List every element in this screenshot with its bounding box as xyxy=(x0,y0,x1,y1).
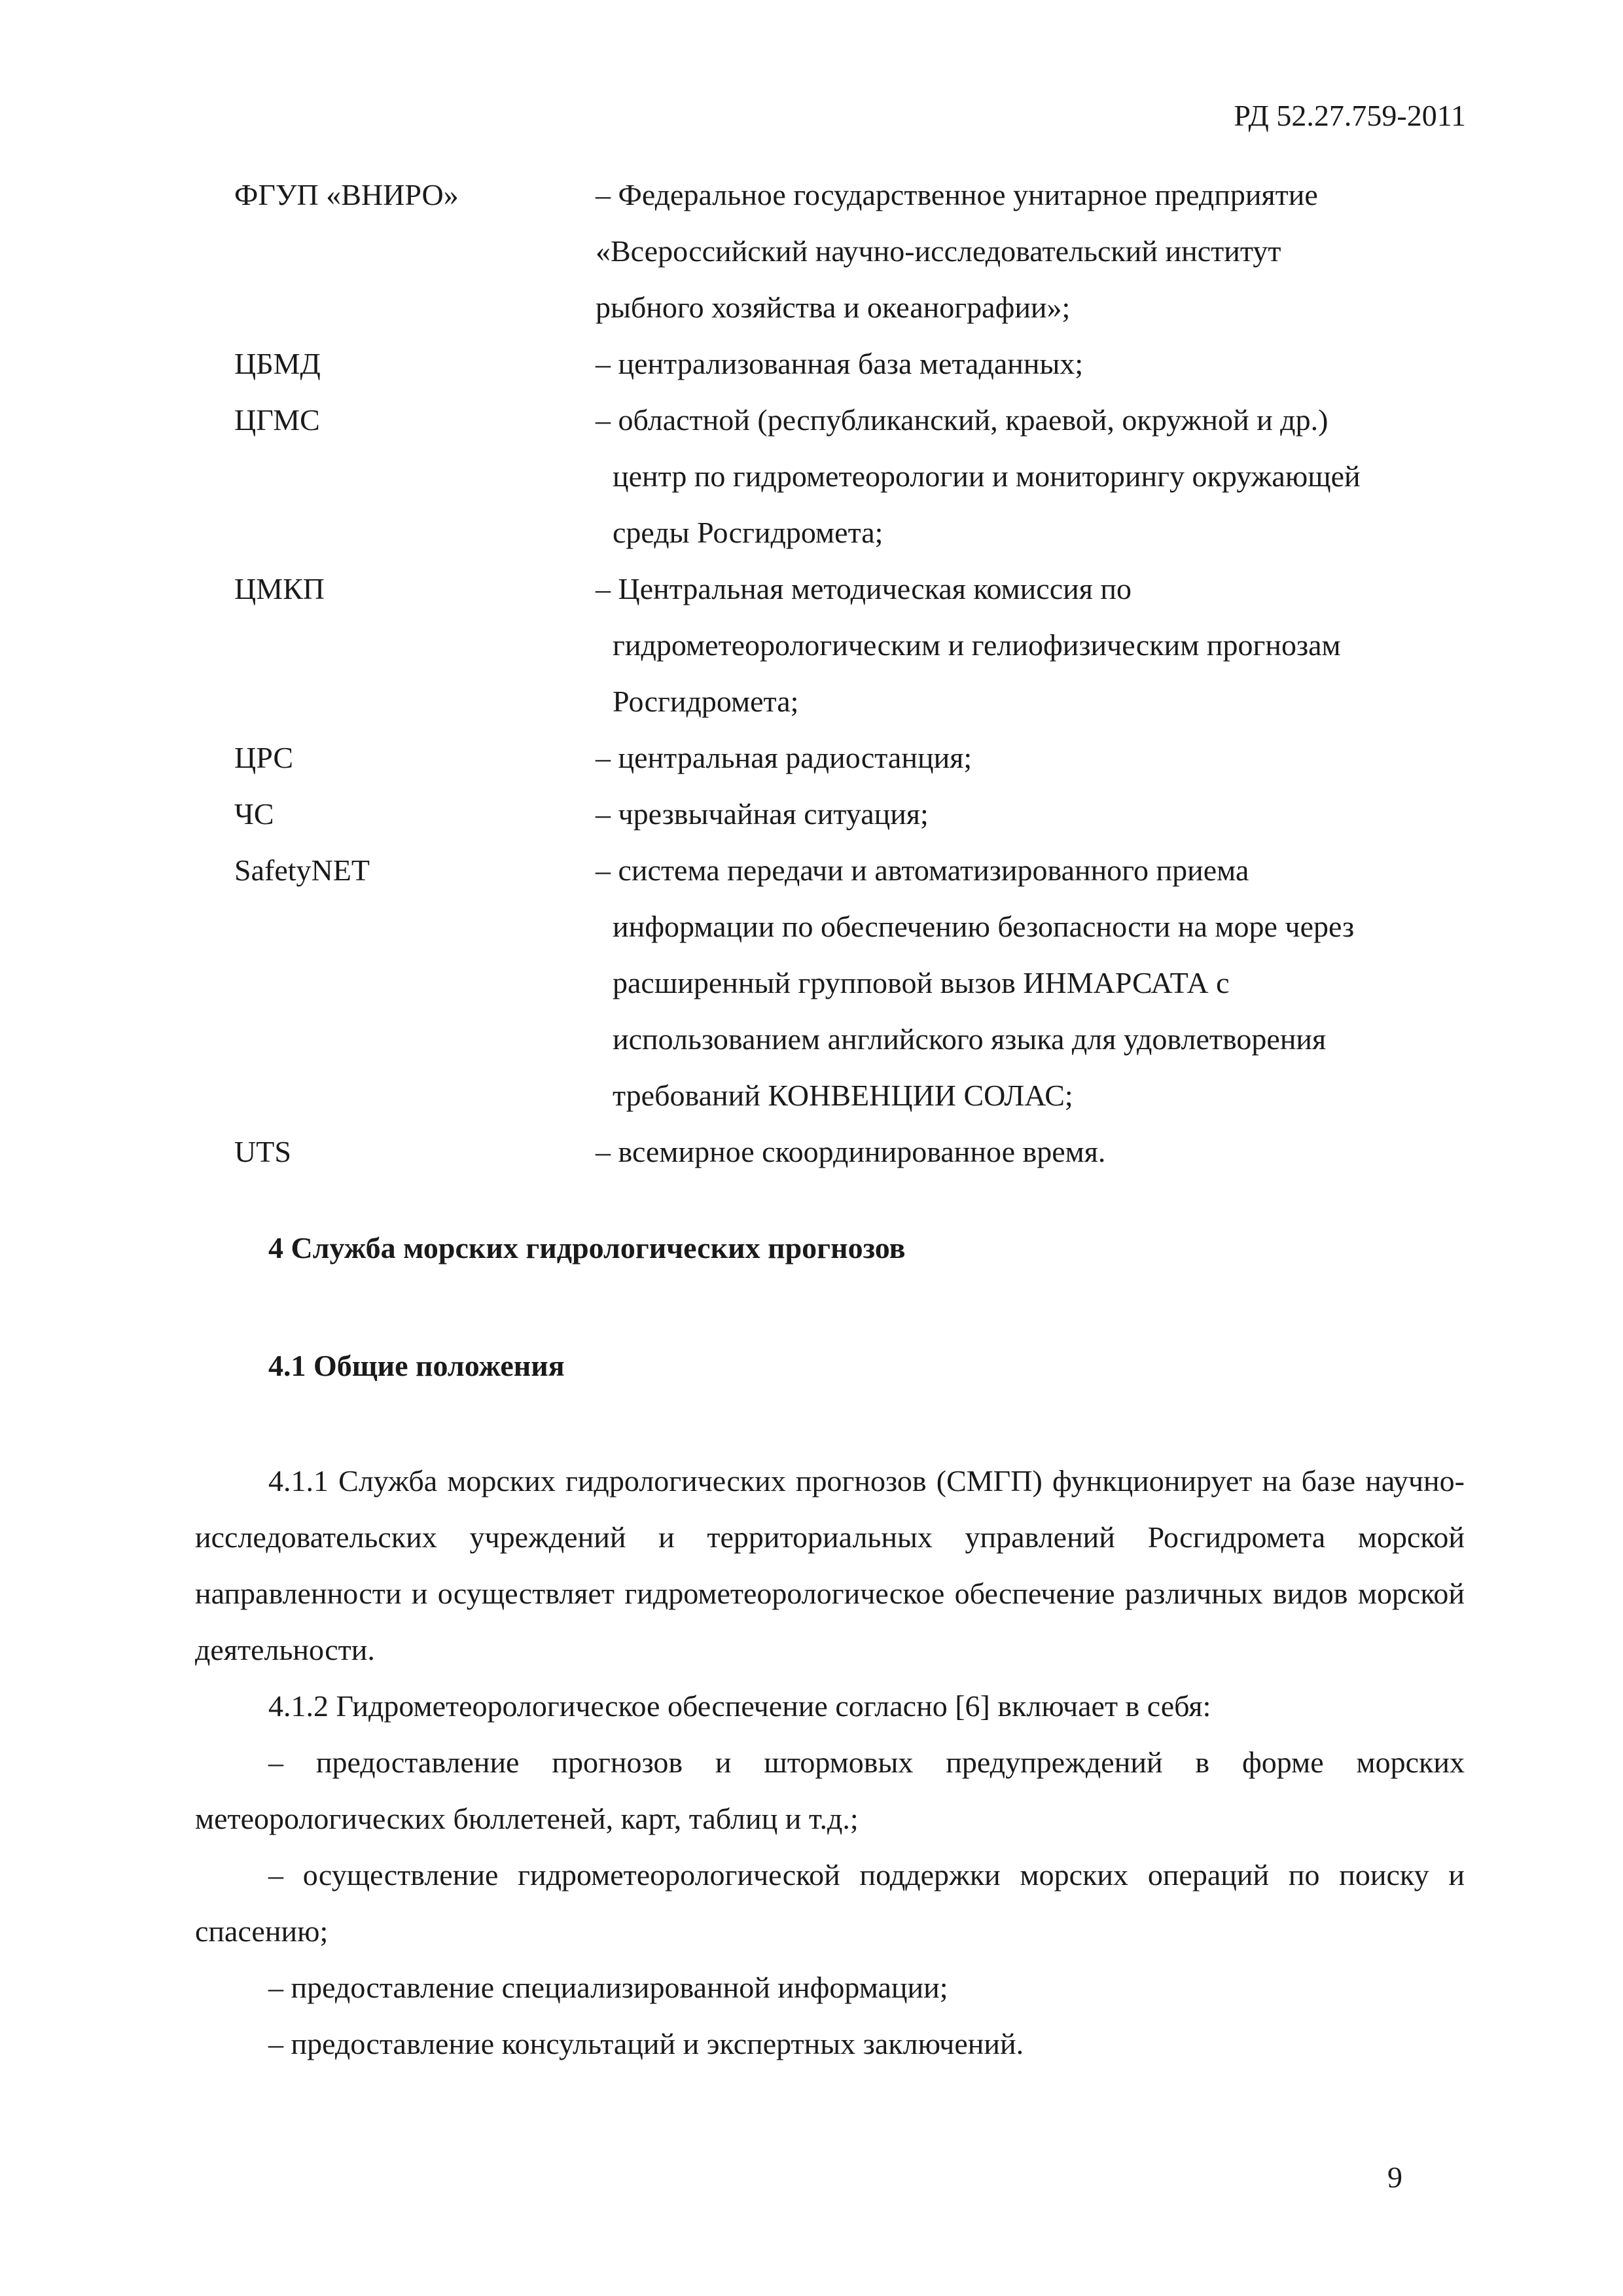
definition-line: – Федеральное государственное унитарное предприятие xyxy=(596,178,1318,211)
list-item: – предоставление специализированной информации; xyxy=(268,1971,948,2004)
abbreviation-row xyxy=(234,561,1465,730)
section-body xyxy=(195,1453,1465,2072)
abbreviation-row xyxy=(234,730,1465,786)
abbreviation-row xyxy=(234,842,1465,1124)
abbreviation-row xyxy=(234,167,1465,336)
abbreviation-term: ЦГМС xyxy=(234,403,320,437)
paragraph: 4.1.1 Служба морских гидрологических прогнозов (СМГП) функционирует на базе научно-исследовательских учреждений и территориальных управлений Росгидромета морской направленности и осуществляет гидрометеорологическое обеспечение различных видов морской деятельности. xyxy=(195,1464,1465,1666)
abbreviation-definition xyxy=(596,167,1465,336)
abbreviation-definition xyxy=(596,336,1465,392)
section-heading: 4 Служба морских гидрологических прогнозов xyxy=(268,1231,906,1265)
definition-line: требований КОНВЕНЦИИ СОЛАС; xyxy=(613,1079,1073,1112)
abbreviation-term: ЦМКП xyxy=(234,572,325,605)
paragraph: 4.1.2 Гидрометеорологическое обеспечение согласно [6] включает в себя: xyxy=(268,1689,1211,1723)
definition-line: – центральная радиостанция; xyxy=(596,741,972,774)
subsection-heading: 4.1 Общие положения xyxy=(268,1349,565,1382)
abbreviation-row xyxy=(234,336,1465,392)
abbreviation-definition xyxy=(596,392,1465,561)
list-item: – осуществление гидрометеорологической поддержки морских операций по поиску и спасению; xyxy=(195,1858,1465,1948)
definition-line: – централизованная база метаданных; xyxy=(596,347,1084,380)
list-item: – предоставление прогнозов и штормовых предупреждений в форме морских метеорологических бюллетеней, карт, таблиц и т.д.; xyxy=(195,1746,1465,1835)
definition-line: – областной (республиканский, краевой, окружной и др.) xyxy=(596,403,1329,437)
definition-line: – всемирное скоординированное время. xyxy=(596,1135,1106,1168)
abbreviation-term: SafetyNET xyxy=(234,853,370,887)
definition-line: гидрометеорологическим и гелиофизическим прогнозам xyxy=(613,628,1341,662)
page-number: 9 xyxy=(1387,2161,1402,2194)
definition-line: Росгидромета; xyxy=(613,685,799,718)
definition-line: – система передачи и автоматизированного приема xyxy=(596,853,1249,887)
abbreviation-definition xyxy=(596,730,1465,786)
abbreviation-term: ЦРС xyxy=(234,741,294,774)
definition-line: центр по гидрометеорологии и мониторингу окружающей xyxy=(613,459,1361,493)
definition-line: «Всероссийский научно-исследовательский институт xyxy=(596,234,1281,268)
definition-line: информации по обеспечению безопасности на море через xyxy=(613,910,1355,943)
abbreviation-definition xyxy=(596,1124,1465,1180)
abbreviation-definition xyxy=(596,561,1465,730)
abbreviation-term: UTS xyxy=(234,1135,291,1168)
definition-line: расширенный групповой вызов ИНМАРСАТА с xyxy=(613,966,1230,999)
definition-line: использованием английского языка для удовлетворения xyxy=(613,1022,1327,1056)
abbreviation-row xyxy=(234,392,1465,561)
abbreviation-definition xyxy=(596,786,1465,842)
definition-line: – Центральная методическая комиссия по xyxy=(596,572,1132,605)
definition-line: – чрезвычайная ситуация; xyxy=(596,797,929,831)
abbreviation-term: ЦБМД xyxy=(234,347,321,380)
abbreviation-term: ФГУП «ВНИРО» xyxy=(234,178,459,211)
abbreviation-row xyxy=(234,786,1465,842)
abbreviation-row xyxy=(234,1124,1465,1180)
definition-line: среды Росгидромета; xyxy=(613,516,883,549)
document-code: РД 52.27.759-2011 xyxy=(1234,99,1466,132)
abbreviation-term: ЧС xyxy=(234,797,274,831)
abbreviation-definition xyxy=(596,842,1465,1124)
list-item: – предоставление консультаций и экспертных заключений. xyxy=(268,2027,1024,2060)
definition-line: рыбного хозяйства и океанографии»; xyxy=(596,291,1071,324)
abbreviations-list xyxy=(234,167,1465,1180)
